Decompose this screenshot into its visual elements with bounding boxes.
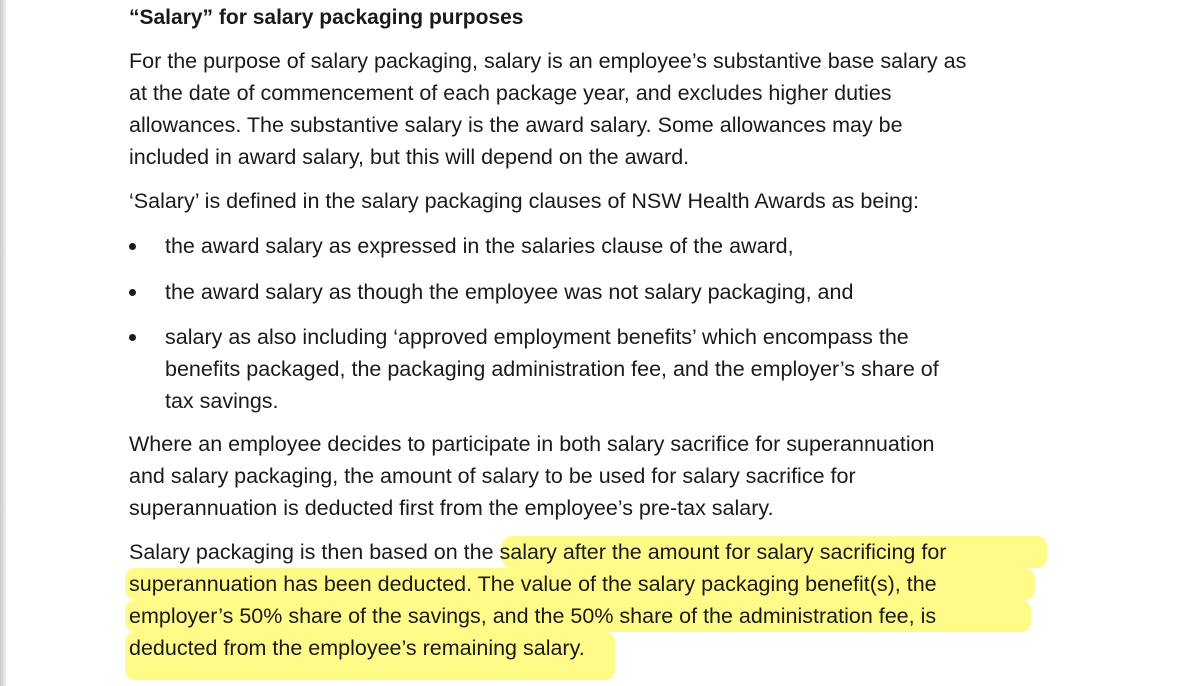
text-line: superannuation has been deducted. The value of the salary packaging benefit(s), the — [129, 572, 937, 596]
text-line: the award salary as though the employee was not salary packaging, and — [165, 280, 854, 304]
text-line: the award salary as expressed in the salaries clause of the award, — [165, 234, 794, 258]
text-line: allowances. The substantive salary is the award salary. Some allowances may be — [129, 113, 903, 137]
paragraph-packaging-basis — [129, 536, 946, 664]
text-line: Salary packaging is then based on the salary after the amount for salary sacrificing for — [129, 540, 947, 564]
text-line: ‘Salary’ is defined in the salary packaging clauses of NSW Health Awards as being: — [129, 189, 919, 213]
bullet-dot-icon — [129, 334, 136, 341]
text-line: employer’s 50% share of the savings, and the 50% share of the administration fee, is — [129, 604, 937, 628]
paragraph-awards — [129, 185, 919, 217]
text-line: Where an employee decides to participate in both salary sacrifice for superannuation — [129, 432, 935, 456]
text-line: salary as also including ‘approved employment benefits’ which encompass the — [165, 325, 909, 349]
text-line: deducted from the employee’s remaining salary. — [129, 636, 585, 660]
bullet-dot-icon — [129, 289, 136, 296]
page-left-edge — [0, 0, 6, 686]
paragraph-superannuation — [129, 428, 935, 524]
section-heading: “Salary” for salary packaging purposes — [129, 6, 524, 29]
text-line: For the purpose of salary packaging, salary is an employee’s substantive base salary as — [129, 49, 967, 73]
text-line: at the date of commencement of each package year, and excludes higher duties — [129, 81, 892, 105]
paragraph-definition — [129, 45, 966, 173]
text-line: and salary packaging, the amount of salary to be used for salary sacrifice for — [129, 464, 856, 488]
text-line: benefits packaged, the packaging administration fee, and the employer’s share of — [165, 357, 939, 381]
text-line: superannuation is deducted first from the employee’s pre-tax salary. — [129, 496, 774, 520]
bullet-dot-icon — [129, 243, 136, 250]
text-line: tax savings. — [165, 389, 279, 413]
text-line: included in award salary, but this will depend on the award. — [129, 145, 690, 169]
